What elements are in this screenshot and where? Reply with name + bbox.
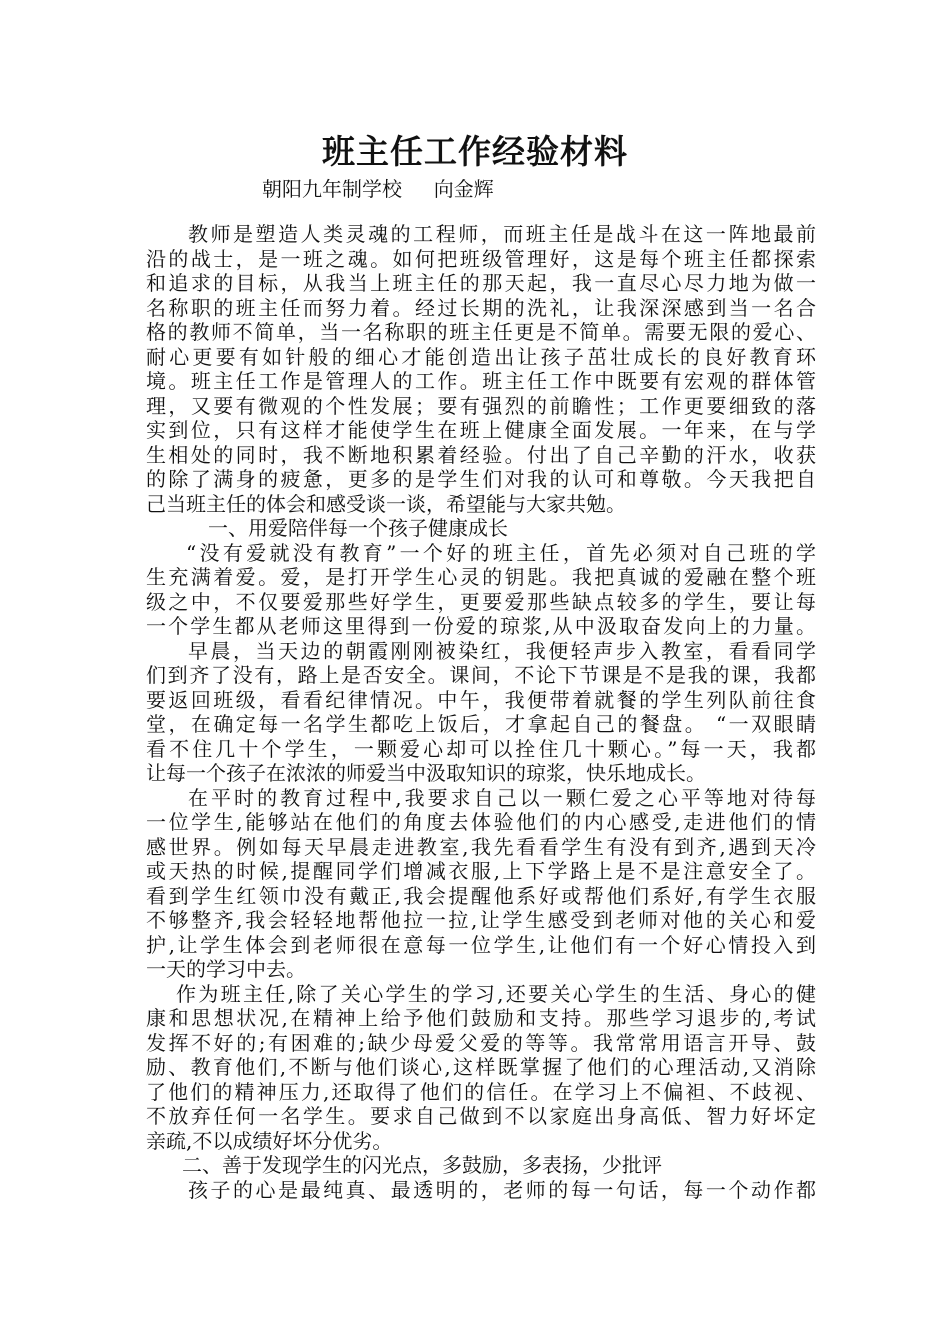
text-line: 了他们的精神压力,还取得了他们的信任。在学习上不偏袒、不歧视、 [146,1079,816,1104]
text-line: 们到齐了没有，路上是否安全。课间，不论下节课是不是我的课，我都 [146,663,816,687]
text-line: 和追求的目标，从我当上班主任的那天起，我一直尽心尽力地为做一 [146,271,816,295]
text-line: 作为班主任,除了关心学生的学习,还要关心学生的生活、身心的健 [176,981,816,1006]
text-line: 不放弃任何一名学生。要求自己做到不以家庭出身高低、智力好坏定 [146,1104,816,1128]
text-line: 格的教师不简单，当一名称职的班主任更是不简单。需要无限的爱心、 [146,320,816,344]
text-line: 教师是塑造人类灵魂的工程师，而班主任是战斗在这一阵地最前 [188,222,816,246]
text-line: 沿的战士，是一班之魂。如何把班级管理好，这是每个班主任都探索 [146,246,816,271]
text-line: 一天的学习中去。 [146,957,306,981]
text-line: 在平时的教育过程中,我要求自己以一颗仁爱之心平等地对待每 [188,785,816,810]
text-line: 理，又要有微观的个性发展；要有强烈的前瞻性；工作更要细致的落 [146,393,816,418]
text-line: 实到位，只有这样才能使学生在班上健康全面发展。一年来，在与学 [146,418,816,442]
text-line: 看到学生红领巾没有戴正,我会提醒他系好或帮他们系好,有学生衣服 [146,883,816,908]
text-line: 生充满着爱。爱，是打开学生心灵的钥匙。我把真诚的爱融在整个班 [146,565,816,589]
text-line: 护,让学生体会到老师很在意每一位学生,让他们有一个好心情投入到 [146,932,816,957]
text-line: 二、善于发现学生的闪光点，多鼓励，多表扬，少批评 [182,1153,662,1177]
text-line: 级之中，不仅要爱那些好学生，更要爱那些缺点较多的学生，要让每 [146,589,816,614]
author-line: 朝阳九年制学校 向金辉 [262,177,494,201]
text-line: 励、教育他们,不断与他们谈心,这样既掌握了他们的心理活动,又消除 [146,1055,816,1079]
text-line: 要返回班级，看看纪律情况。中午，我便带着就餐的学生列队前往食 [146,687,816,712]
document-title: 班主任工作经验材料 [322,132,628,171]
text-line: 生相处的同时，我不断地积累着经验。付出了自己辛勤的汗水，收获 [146,442,816,467]
text-line: 一位学生,能够站在他们的角度去体验他们的内心感受,走进他们的情 [146,810,816,834]
document-body [146,222,816,1202]
text-line: 早晨，当天边的朝霞刚刚被染红，我便轻声步入教室，看看同学 [188,638,816,663]
text-line: 境。班主任工作是管理人的工作。班主任工作中既要有宏观的群体管 [146,369,816,393]
text-line: 一个学生都从老师这里得到一份爱的琼浆,从中汲取奋发向上的力量。 [146,614,816,638]
text-line: 堂，在确定每一名学生都吃上饭后，才拿起自己的餐盘。 “一双眼睛 [146,712,816,736]
text-line: 感世界。例如每天早晨走进教室,我先看看学生有没有到齐,遇到天冷 [146,834,816,859]
text-line: 发挥不好的;有困难的;缺少母爱父爱的等等。我常常用语言开导、鼓 [146,1030,816,1055]
text-line: 让每一个孩子在浓浓的师爱当中汲取知识的琼浆，快乐地成长。 [146,761,706,785]
text-line: “没有爱就没有教育”一个好的班主任，首先必须对自己班的学 [186,540,816,565]
text-line: 不够整齐,我会轻轻地帮他拉一拉,让学生感受到老师对他的关心和爱 [146,908,816,932]
text-line: 的除了满身的疲惫，更多的是学生们对我的认可和尊敬。今天我把自 [146,467,816,491]
text-line: 看不住几十个学生，一颗爱心却可以拴住几十颗心。”每一天，我都 [146,736,816,761]
text-line: 康和思想状况,在精神上给予他们鼓励和支持。那些学习退步的,考试 [146,1006,816,1030]
text-line: 一、用爱陪伴每一个孩子健康成长 [208,516,508,540]
text-line: 亲疏,不以成绩好坏分优劣。 [146,1128,393,1153]
text-line: 或天热的时候,提醒同学们增减衣服,上下学路上是不是注意安全了。 [146,859,816,883]
text-line: 己当班主任的体会和感受谈一谈，希望能与大家共勉。 [146,491,626,516]
text-line: 名称职的班主任而努力着。经过长期的洗礼，让我深深感到当一名合 [146,295,816,320]
text-line: 耐心更要有如针般的细心才能创造出让孩子茁壮成长的良好教育环 [146,344,816,369]
text-line: 孩子的心是最纯真、最透明的，老师的每一句话，每一个动作都 [188,1177,816,1202]
